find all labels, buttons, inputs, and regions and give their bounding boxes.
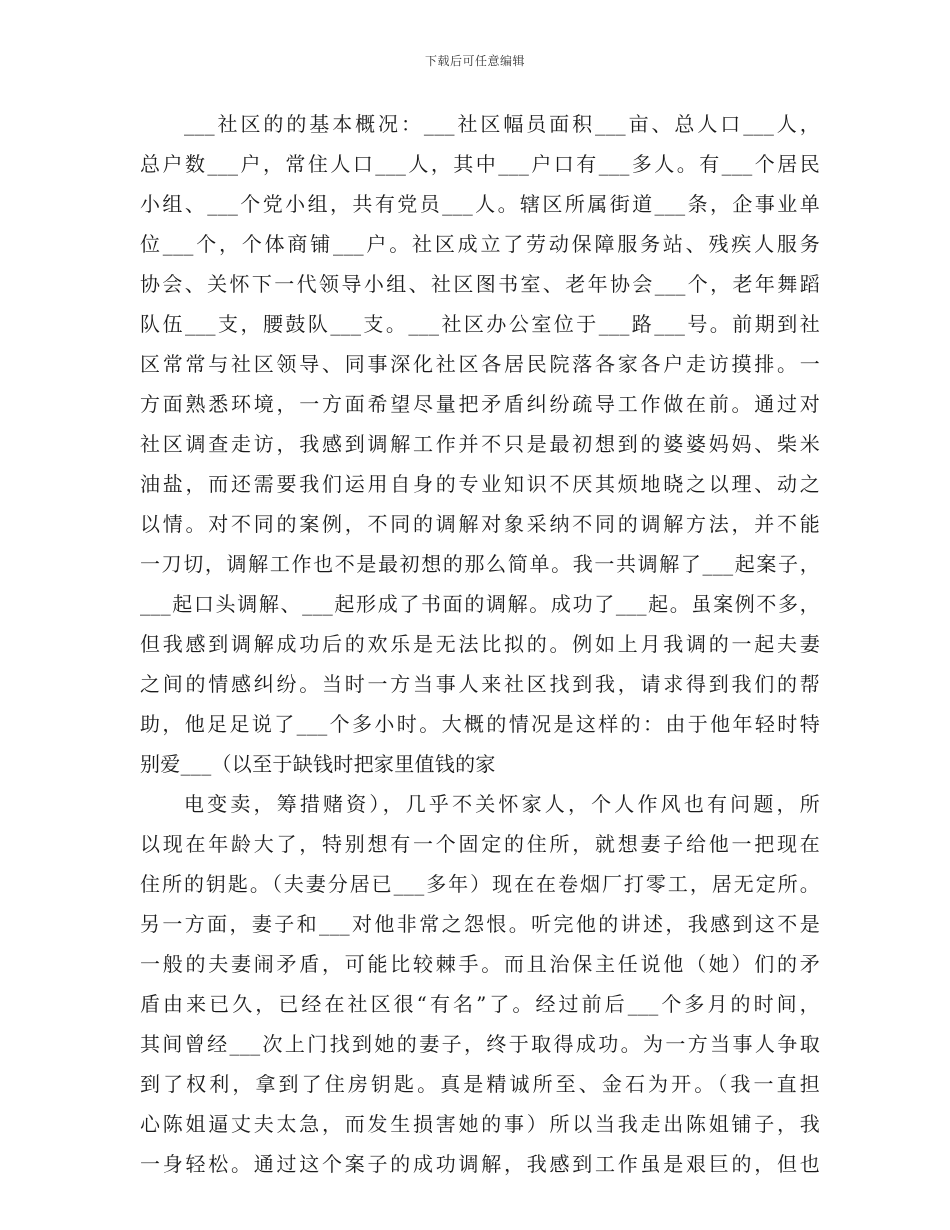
text-line: 总户数___户，常住人口___人，其中___户口有___多人。有___个居民 bbox=[140, 152, 820, 176]
document-body bbox=[140, 104, 820, 1184]
text-line: 小组、___个党小组，共有党员___人。辖区所属街道___条，企事业单 bbox=[140, 192, 820, 216]
text-line: ___社区的的基本概况：___社区幅员面积___亩、总人口___人， bbox=[184, 112, 820, 136]
text-line: 别爱___（以至于缺钱时把家里值钱的家 bbox=[140, 752, 496, 776]
text-line: 油盐，而还需要我们运用自身的专业知识不厌其烦地晓之以理、动之 bbox=[140, 472, 820, 496]
text-line: 方面熟悉环境，一方面希望尽量把矛盾纠纷疏导工作做在前。通过对 bbox=[140, 392, 820, 416]
text-line: 以现在年龄大了，特别想有一个固定的住所，就想妻子给他一把现在 bbox=[140, 832, 820, 856]
text-line: 其间曾经___次上门找到她的妻子，终于取得成功。为一方当事人争取 bbox=[140, 1032, 820, 1056]
text-line: 但我感到调解成功后的欢乐是无法比拟的。例如上月我调的一起夫妻 bbox=[140, 632, 820, 656]
text-line: 之间的情感纠纷。当时一方当事人来社区找到我，请求得到我们的帮 bbox=[140, 672, 820, 696]
text-line: 一身轻松。通过这个案子的成功调解，我感到工作虽是艰巨的，但也 bbox=[140, 1152, 820, 1176]
text-line: 电变卖，筹措赌资），几乎不关怀家人，个人作风也有问题，所 bbox=[184, 792, 820, 816]
text-line: 到了权利，拿到了住房钥匙。真是精诚所至、金石为开。（我一直担 bbox=[140, 1072, 820, 1096]
text-line: 社区调查走访，我感到调解工作并不只是最初想到的婆婆妈妈、柴米 bbox=[140, 432, 820, 456]
text-line: 以情。对不同的案例，不同的调解对象采纳不同的调解方法，并不能 bbox=[140, 512, 820, 536]
text-line: 位___个，个体商铺___户。社区成立了劳动保障服务站、残疾人服务 bbox=[140, 232, 820, 256]
text-line: 住所的钥匙。（夫妻分居已___多年）现在在卷烟厂打零工，居无定所。 bbox=[140, 872, 820, 896]
text-line: 区常常与社区领导、同事深化社区各居民院落各家各户走访摸排。一 bbox=[140, 352, 820, 376]
text-line: 一般的夫妻闹矛盾，可能比较棘手。而且治保主任说他（她）们的矛 bbox=[140, 952, 820, 976]
text-line: 盾由来已久，已经在社区很“有名”了。经过前后___个多月的时间， bbox=[140, 992, 820, 1016]
page-header: 下载后可任意编辑 bbox=[424, 54, 525, 68]
text-line: 一刀切，调解工作也不是最初想的那么简单。我一共调解了___起案子， bbox=[140, 552, 820, 576]
text-line: 协会、关怀下一代领导小组、社区图书室、老年协会___个，老年舞蹈 bbox=[140, 272, 820, 296]
text-line: ___起口头调解、___起形成了书面的调解。成功了___起。虽案例不多， bbox=[140, 592, 820, 616]
text-line: 助，他足足说了___个多小时。大概的情况是这样的：由于他年轻时特 bbox=[140, 712, 820, 736]
text-line: 队伍___支，腰鼓队___支。___社区办公室位于___路___号。前期到社 bbox=[140, 312, 820, 336]
text-line: 另一方面，妻子和___对他非常之怨恨。听完他的讲述，我感到这不是 bbox=[140, 912, 820, 936]
text-line: 心陈姐逼丈夫太急，而发生损害她的事）所以当我走出陈姐铺子，我 bbox=[140, 1112, 820, 1136]
